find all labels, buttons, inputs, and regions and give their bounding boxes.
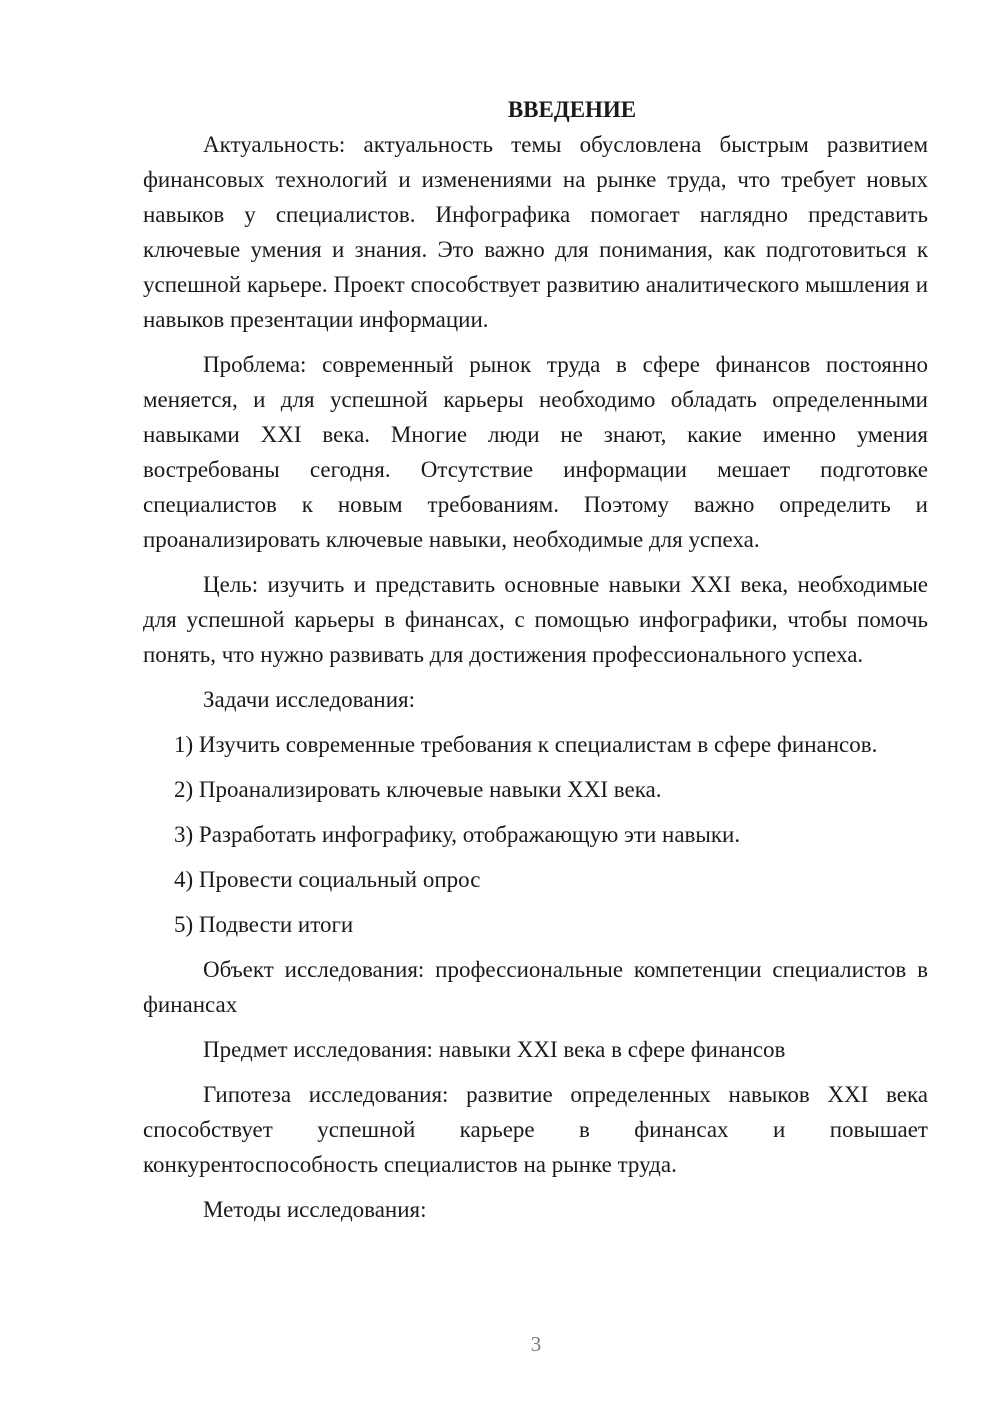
paragraph-goal: Цель: изучить и представить основные навыки XXI века, необходимые для успешной карьеры в финансах, с помощью инфографики, чтобы помочь понять, что нужно развивать для достижения профессионального успеха. <box>143 572 928 667</box>
task-item-3: 3) Разработать инфографику, отображающую эти навыки. <box>174 822 741 847</box>
task-item-2: 2) Проанализировать ключевые навыки XXI века. <box>174 777 662 802</box>
tasks-title: Задачи исследования: <box>203 687 416 712</box>
paragraph-relevance: Актуальность: актуальность темы обусловлена быстрым развитием финансовых технологий и изменениями на рынке труда, что требует новых навыков у специалистов. Инфографика помогает наглядно представить ключевые умения и знания. Это важно для понимания, как подготовиться к успешной карьере. Проект способствует развитию аналитического мышления и навыков презентации информации. <box>143 132 928 332</box>
paragraph-hypothesis: Гипотеза исследования: развитие определенных навыков XXI века способствует успешной карьере в финансах и повышает конкурентоспособность специалистов на рынке труда. <box>143 1082 928 1177</box>
task-item-5: 5) Подвести итоги <box>174 912 354 937</box>
paragraph-subject: Предмет исследования: навыки XXI века в сфере финансов <box>203 1037 786 1062</box>
paragraph-object: Объект исследования: профессиональные компетенции специалистов в финансах <box>143 957 928 1017</box>
task-item-1: 1) Изучить современные требования к специалистам в сфере финансов. <box>174 732 878 757</box>
page-number: 3 <box>530 1332 542 1356</box>
paragraph-problem: Проблема: современный рынок труда в сфере финансов постоянно меняется, и для успешной карьеры необходимо обладать определенными навыками XXI века. Многие люди не знают, какие именно умения востребованы сегодня. Отсутствие информации мешает подготовке специалистов к новым требованиям. Поэтому важно определить и проанализировать ключевые навыки, необходимые для успеха. <box>143 352 928 552</box>
section-heading: ВВЕДЕНИЕ <box>507 97 637 122</box>
text-body <box>143 92 928 1237</box>
task-item-4: 4) Провести социальный опрос <box>174 867 481 892</box>
methods-title: Методы исследования: <box>203 1197 427 1222</box>
